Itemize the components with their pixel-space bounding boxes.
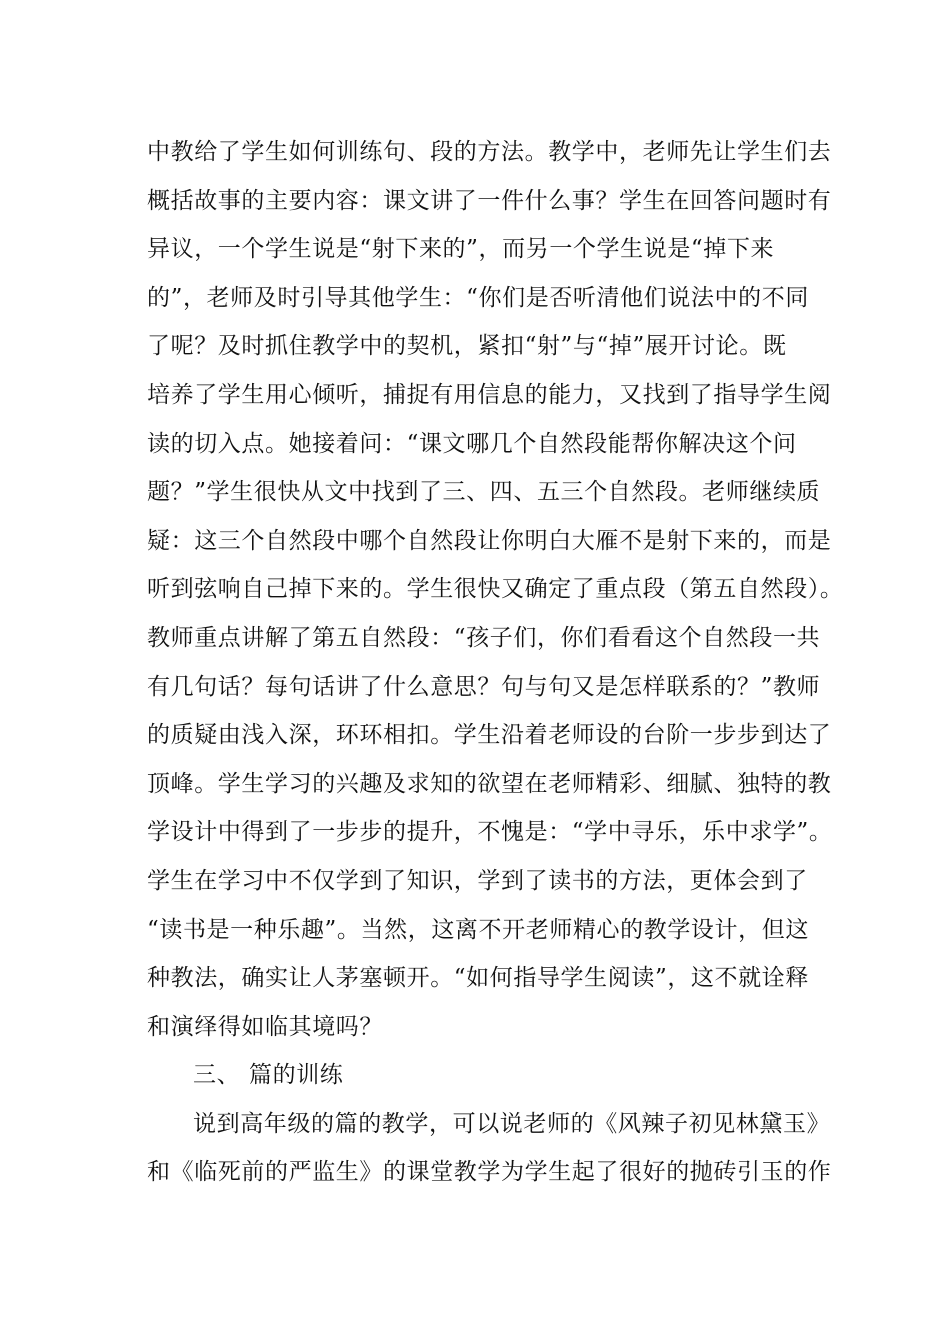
paragraph-line: 概括故事的主要内容：课文讲了一件什么事？学生在回答问题时有 <box>147 187 832 214</box>
paragraph-line: 教师重点讲解了第五自然段：“孩子们，你们看看这个自然段一共 <box>147 624 821 651</box>
paragraph-line: 顶峰。学生学习的兴趣及求知的欲望在老师精彩、细腻、独特的教 <box>147 770 832 797</box>
paragraph-line: 培养了学生用心倾听，捕捉有用信息的能力，又找到了指导学生阅 <box>147 381 832 408</box>
section-heading <box>147 1051 827 1100</box>
paragraph-line: 有几句话？每句话讲了什么意思？句与句又是怎样联系的？”教师 <box>147 673 821 700</box>
paragraph-line: 说到高年级的篇的教学，可以说老师的《风辣子初见林黛玉》 <box>193 1110 831 1137</box>
section-title: 篇的训练 <box>249 1062 344 1089</box>
paragraph-line: “读书是一种乐趣”。当然，这离不开老师精心的教学设计，但这 <box>147 916 809 943</box>
paragraph-line: 种教法，确实让人茅塞顿开。“如何指导学生阅读”，这不就诠释 <box>147 965 809 992</box>
paragraph-line: 听到弦响自己掉下来的。学生很快又确定了重点段（第五自然段）。 <box>147 576 844 603</box>
paragraph-line: 疑：这三个自然段中哪个自然段让你明白大雁不是射下来的，而是 <box>147 527 832 554</box>
paragraph-line: 学生在学习中不仅学到了知识，学到了读书的方法，更体会到了 <box>147 867 808 894</box>
paragraph-line: 读的切入点。她接着问：“课文哪几个自然段能帮你解决这个问 <box>147 430 797 457</box>
paragraph-line: 学设计中得到了一步步的提升，不愧是：“学中寻乐，乐中求学”。 <box>147 819 833 846</box>
paragraph-line: 中教给了学生如何训练句、段的方法。教学中，老师先让学生们去 <box>147 139 832 165</box>
paragraph-line: 的”，老师及时引导其他学生：“你们是否听清他们说法中的不同 <box>147 284 809 311</box>
section-number: 三、 <box>193 1062 241 1089</box>
paragraph-line: 了呢？及时抓住教学中的契机，紧扣“射”与“掉”展开讨论。既 <box>147 333 787 360</box>
body-text <box>147 128 844 1197</box>
paragraph-line: 和《临死前的严监生》的课堂教学为学生起了很好的抛砖引玉的作 <box>147 1159 832 1186</box>
paragraph-line: 题？”学生很快从文中找到了三、四、五三个自然段。老师继续质 <box>147 479 821 506</box>
paragraph-line: 和演绎得如临其境吗？ <box>147 1013 383 1040</box>
paragraph-line: 异议，一个学生说是“射下来的”，而另一个学生说是“掉下来 <box>147 236 775 263</box>
paragraph-line: 的质疑由浅入深，环环相扣。学生沿着老师设的台阶一步步到达了 <box>147 722 832 749</box>
